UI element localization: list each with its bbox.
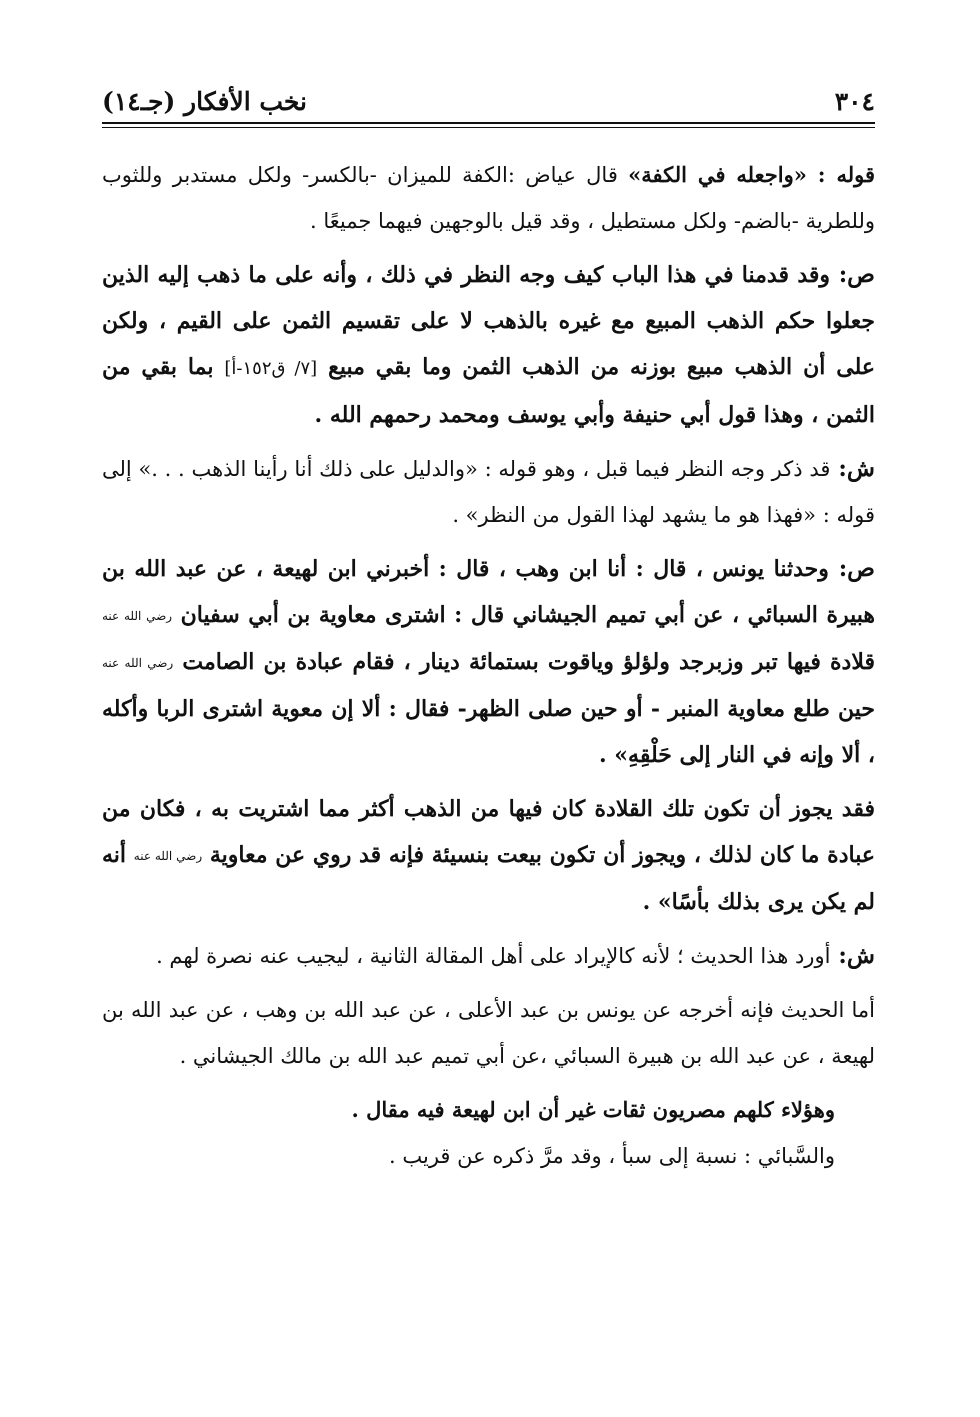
- matn-paragraph: [102, 546, 875, 778]
- paragraph-text: أما الحديث فإنه أخرجه عن يونس بن عبد الأعلى ، عن عبد الله بن وهب ، عن عبد الله بن لهيعة ، عن عبد الله بن هبيرة السبائي ،عن أبي تميم عبد الله بن مالك الجيشاني .: [102, 998, 875, 1068]
- manuscript-page-marker: [٧/ ق١٥٢-أ]: [224, 358, 318, 379]
- paragraph-label: ش:: [830, 942, 875, 969]
- matn-paragraph: [102, 252, 875, 438]
- paragraph-text: أنه لم يكن يرى بذلك بأسًا» .: [102, 842, 875, 915]
- honorific-glyph: رضي الله عنه: [102, 609, 173, 623]
- paragraph-label: ش:: [830, 455, 875, 482]
- matn-paragraph: [102, 786, 875, 925]
- paragraph-text: وحدثنا يونس ، قال : أنا ابن وهب ، قال : أخبرني ابن لهيعة ، عن عبد الله بن هبيرة السبائي ، عن أبي تميم الجيشاني قال : اشترى معاوية بن أبي سفيان: [102, 556, 875, 628]
- honorific-glyph: رضي الله عنه: [133, 849, 203, 863]
- paragraph-text: قال عياض :الكفة للميزان -بالكسر- ولكل مستدبر وللثوب وللطرية -بالضم- ولكل مستطيل ، وقد قيل بالوجهين فيهما جميعًا .: [102, 163, 875, 233]
- running-header: [102, 70, 875, 118]
- paragraph-text: وقد قدمنا في هذا الباب كيف وجه النظر في ذلك ، وأنه على ما ذهب إليه الذين جعلوا حكم الذهب المبيع مع غيره بالذهب لا على تقسيم الثمن على القيم ، ولكن على أن الذهب مبيع بوزنه من الذهب الثمن وما بقي مبيع: [102, 262, 875, 380]
- paragraph-text: وهؤلاء كلهم مصريون ثقات غير أن ابن لهيعة فيه مقال .: [351, 1097, 835, 1122]
- paragraph-label: قوله :: [806, 162, 875, 187]
- commentary-paragraph: [102, 446, 875, 538]
- honorific-glyph: رضي الله عنه: [102, 656, 174, 670]
- header-divider: [102, 122, 875, 128]
- paragraph-text: والسَّبائي : نسبة إلى سبأ ، وقد مرَّ ذكره عن قريب .: [389, 1144, 835, 1168]
- paragraph-text: بما بقي من الثمن ، وهذا قول أبي حنيفة وأبي يوسف ومحمد رحمهم الله .: [102, 354, 875, 428]
- commentary-paragraph: [102, 152, 875, 244]
- paragraph-text: أورد هذا الحديث ؛ لأنه كالإيراد على أهل المقالة الثانية ، ليجيب عنه نصرة لهم .: [156, 944, 831, 968]
- paragraph-label: ص:: [828, 555, 875, 582]
- narrators-note: [102, 1087, 875, 1133]
- paragraph-text: قلادة فيها تبر وزبرجد ولؤلؤ وياقوت بستمائة دينار ، فقام عبادة بن الصامت: [173, 649, 875, 675]
- paragraph-text: قد ذكر وجه النظر فيما قبل ، وهو قوله : «والدليل على ذلك أنا رأينا الذهب . . .» إلى قوله : «فهذا هو ما يشهد لهذا القول من النظر» .: [102, 457, 875, 527]
- paragraph-label: ص:: [830, 261, 875, 288]
- commentary-paragraph: [102, 933, 875, 979]
- page-number: ٣٠٤: [834, 86, 875, 116]
- paragraph-text: فقد يجوز أن تكون تلك القلادة كان فيها من الذهب أكثر مما اشتريت به ، فكان من عبادة ما كان لذلك ، ويجوز أن تكون بيعت بنسيئة فإنه قد روي عن معاوية: [102, 796, 875, 868]
- commentary-paragraph: [102, 987, 875, 1079]
- nisba-note: [102, 1133, 875, 1179]
- paragraph-text: حين طلع معاوية المنبر - أو حين صلى الظهر- فقال : ألا إن معوية اشترى الربا وأكله ، ألا وإنه في النار إلى حَلْقِهِ» .: [102, 696, 875, 768]
- quoted-phrase: «واجعله في الكفة»: [628, 162, 807, 187]
- book-title: نخب الأفكار (جـ١٤): [102, 86, 308, 116]
